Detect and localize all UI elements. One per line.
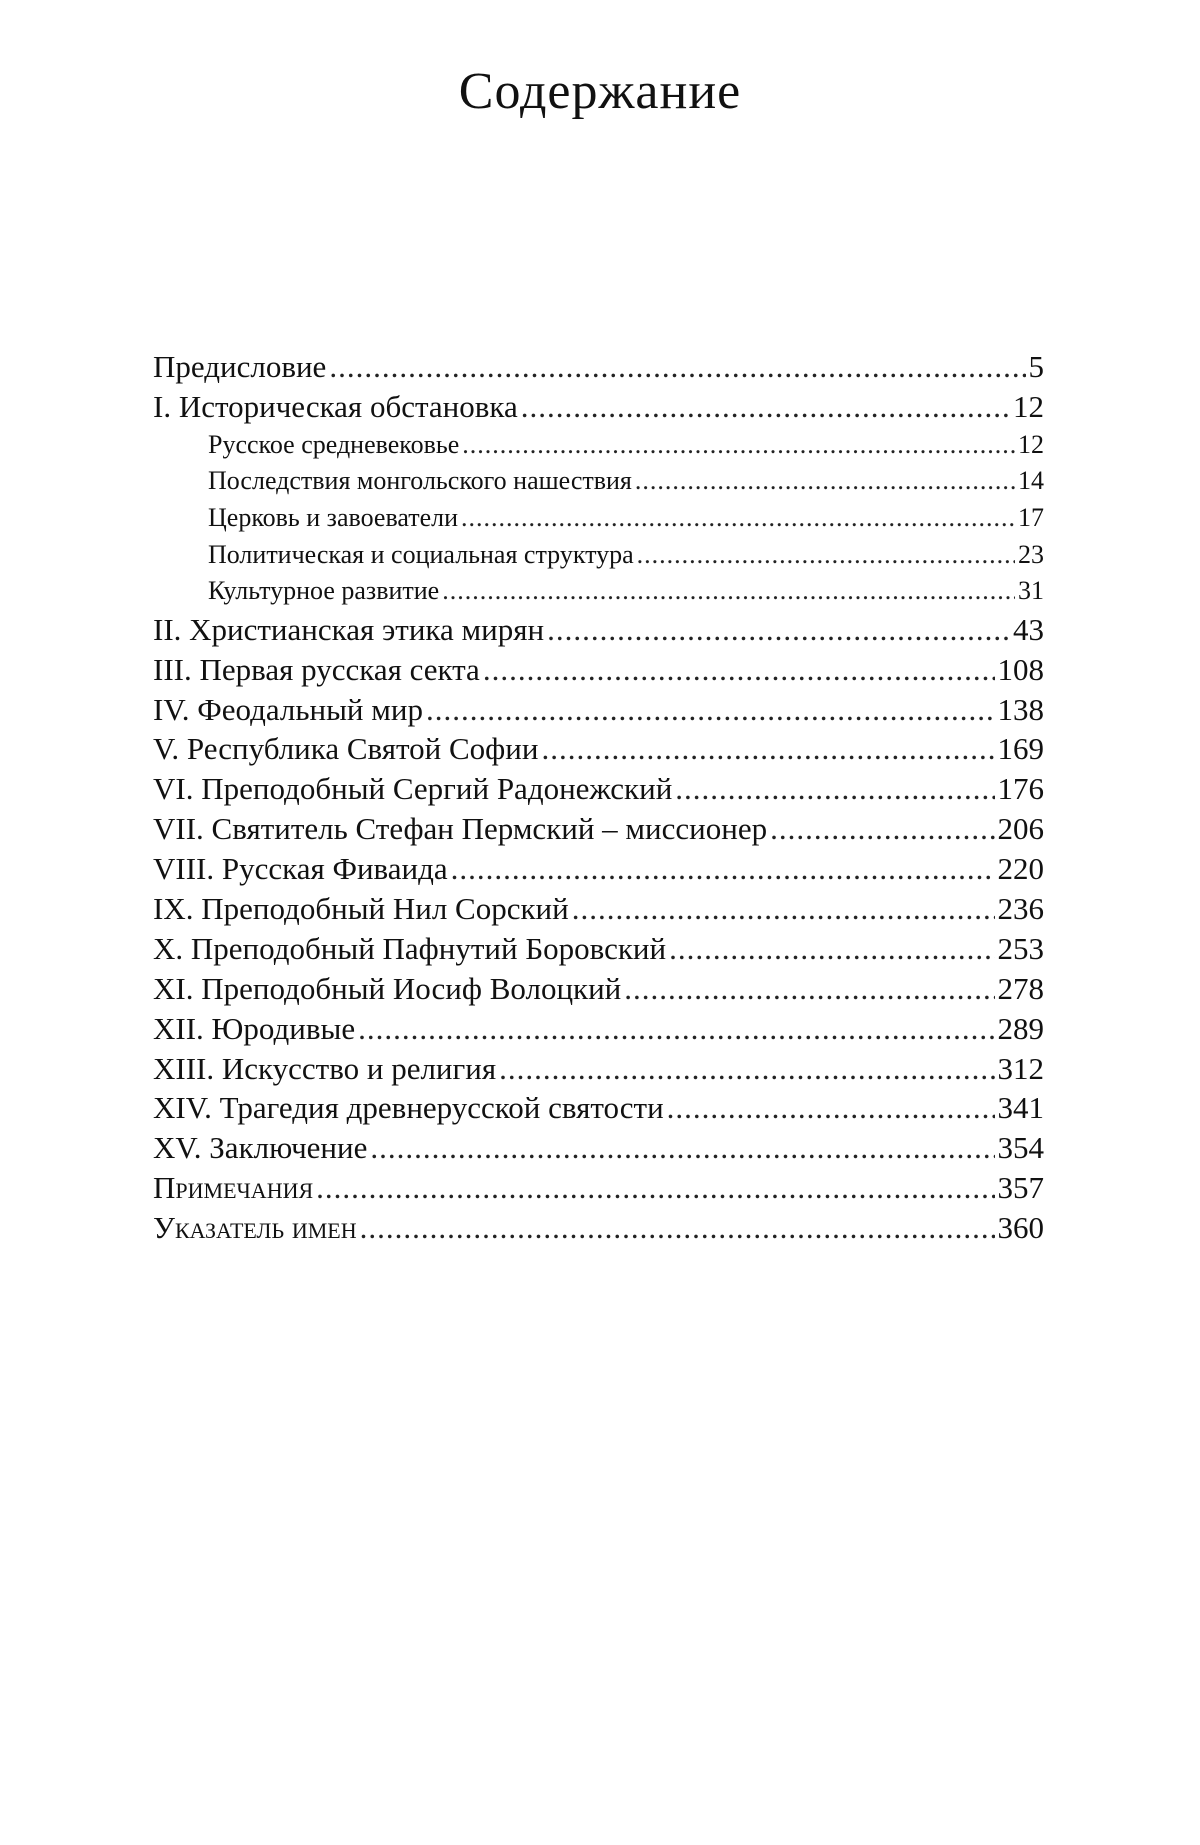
toc-entry-title: Предисловие [153,349,327,384]
toc-entry-chapter-8[interactable] [153,849,1044,889]
toc-entry-chapter-10[interactable] [153,929,1044,969]
toc-entry-title: VIII. Русская Фиваида [153,851,448,887]
toc-entry-page: 206 [997,811,1044,847]
toc-entry-title: Политическая и социальная структура [208,539,634,569]
toc-entry-page: 14 [1018,466,1044,496]
dot-leader [521,387,1010,427]
toc-entry-page: 278 [997,970,1044,1006]
toc-subentry-russian-middle-ages[interactable] [153,427,1044,464]
toc-entry-chapter-3[interactable] [153,650,1044,690]
toc-entry-page: 176 [997,771,1044,807]
toc-entry-page: 43 [1013,611,1044,647]
toc-entry-page: 289 [997,1010,1044,1046]
dot-leader [624,969,994,1009]
toc-entry-page: 312 [997,1050,1044,1086]
dot-leader [541,729,994,769]
dot-leader [462,427,1015,464]
dot-leader [547,610,1010,650]
dot-leader [329,347,1025,387]
toc-entry-title: IX. Преподобный Нил Сорский [153,890,569,926]
dot-leader [451,849,995,889]
toc-entry-page: 357 [997,1170,1044,1206]
toc-entry-title: XIII. Искусство и религия [153,1050,497,1086]
dot-leader [675,769,994,809]
toc-entry-chapter-14[interactable] [153,1088,1044,1128]
dot-leader [358,1009,994,1049]
toc-entry-chapter-6[interactable] [153,769,1044,809]
toc-entry-title: V. Республика Святой Софии [153,731,539,767]
dot-leader [667,1088,995,1128]
toc-entry-chapter-13[interactable] [153,1049,1044,1089]
toc-entry-chapter-1[interactable] [153,387,1044,427]
toc-entry-title: VI. Преподобный Сергий Радонежский [153,771,673,807]
toc-entry-title: XV. Заключение [153,1130,368,1166]
toc-entry-name-index[interactable] [153,1208,1044,1248]
toc-entry-title: VII. Святитель Стефан Пермский – миссионер [153,811,768,847]
toc-entry-notes[interactable] [153,1168,1044,1208]
toc-entry-page: 360 [997,1210,1044,1246]
toc-entry-title: Указатель имен [153,1210,357,1246]
toc-entry-chapter-15[interactable] [153,1128,1044,1168]
toc-entry-title: I. Историческая обстановка [153,388,518,424]
toc-entry-title: X. Преподобный Пафнутий Боровский [153,930,667,966]
toc-subentry-cultural-development[interactable] [153,573,1044,610]
dot-leader [426,690,995,730]
dot-leader [637,537,1015,574]
toc-entry-chapter-2[interactable] [153,610,1044,650]
toc-entry-page: 12 [1018,429,1044,459]
dot-leader [483,650,995,690]
page-title: Содержание [458,63,742,120]
dot-leader [770,809,994,849]
toc-entry-chapter-9[interactable] [153,889,1044,929]
toc-entry-title: Культурное развитие [208,576,440,606]
toc-entry-title: IV. Феодальный мир [153,691,423,727]
toc-entry-title: II. Христианская этика мирян [153,611,545,647]
dot-leader [572,889,995,929]
toc-subentry-church-and-conquerors[interactable] [153,500,1044,537]
dot-leader [316,1168,994,1208]
toc-entry-title: Примечания [153,1170,314,1206]
table-of-contents [153,347,1044,1248]
toc-entry-preface[interactable] [153,347,1044,387]
toc-entry-page: 341 [997,1090,1044,1126]
toc-entry-title: XII. Юродивые [153,1010,356,1046]
toc-entry-page: 253 [997,930,1044,966]
toc-subentry-mongol-invasion[interactable] [153,463,1044,500]
toc-entry-page: 17 [1018,502,1044,532]
toc-entry-title: Последствия монгольского нашествия [208,466,632,496]
toc-entry-title: XIV. Трагедия древнерусской святости [153,1090,664,1126]
toc-entry-page: 31 [1018,576,1044,606]
dot-leader [370,1128,994,1168]
dot-leader [461,500,1015,537]
toc-entry-title: Церковь и завоеватели [208,502,459,532]
toc-entry-page: 12 [1013,388,1044,424]
toc-subentry-political-structure[interactable] [153,537,1044,574]
dot-leader [635,463,1015,500]
toc-entry-chapter-4[interactable] [153,690,1044,730]
dot-leader [669,929,994,969]
dot-leader [360,1208,995,1248]
toc-entry-page: 138 [997,691,1044,727]
toc-entry-page: 220 [997,851,1044,887]
dot-leader [442,573,1015,610]
dot-leader [499,1049,994,1089]
toc-entry-title: III. Первая русская секта [153,651,480,687]
toc-entry-chapter-5[interactable] [153,729,1044,769]
toc-entry-page: 236 [997,890,1044,926]
toc-entry-title: Русское средневековье [208,429,460,459]
toc-entry-page: 23 [1018,539,1044,569]
toc-entry-chapter-12[interactable] [153,1009,1044,1049]
toc-entry-chapter-11[interactable] [153,969,1044,1009]
toc-entry-page: 354 [997,1130,1044,1166]
toc-entry-page: 108 [997,651,1044,687]
toc-entry-title: XI. Преподобный Иосиф Волоцкий [153,970,622,1006]
toc-entry-chapter-7[interactable] [153,809,1044,849]
toc-entry-page: 5 [1028,349,1044,384]
toc-entry-page: 169 [997,731,1044,767]
